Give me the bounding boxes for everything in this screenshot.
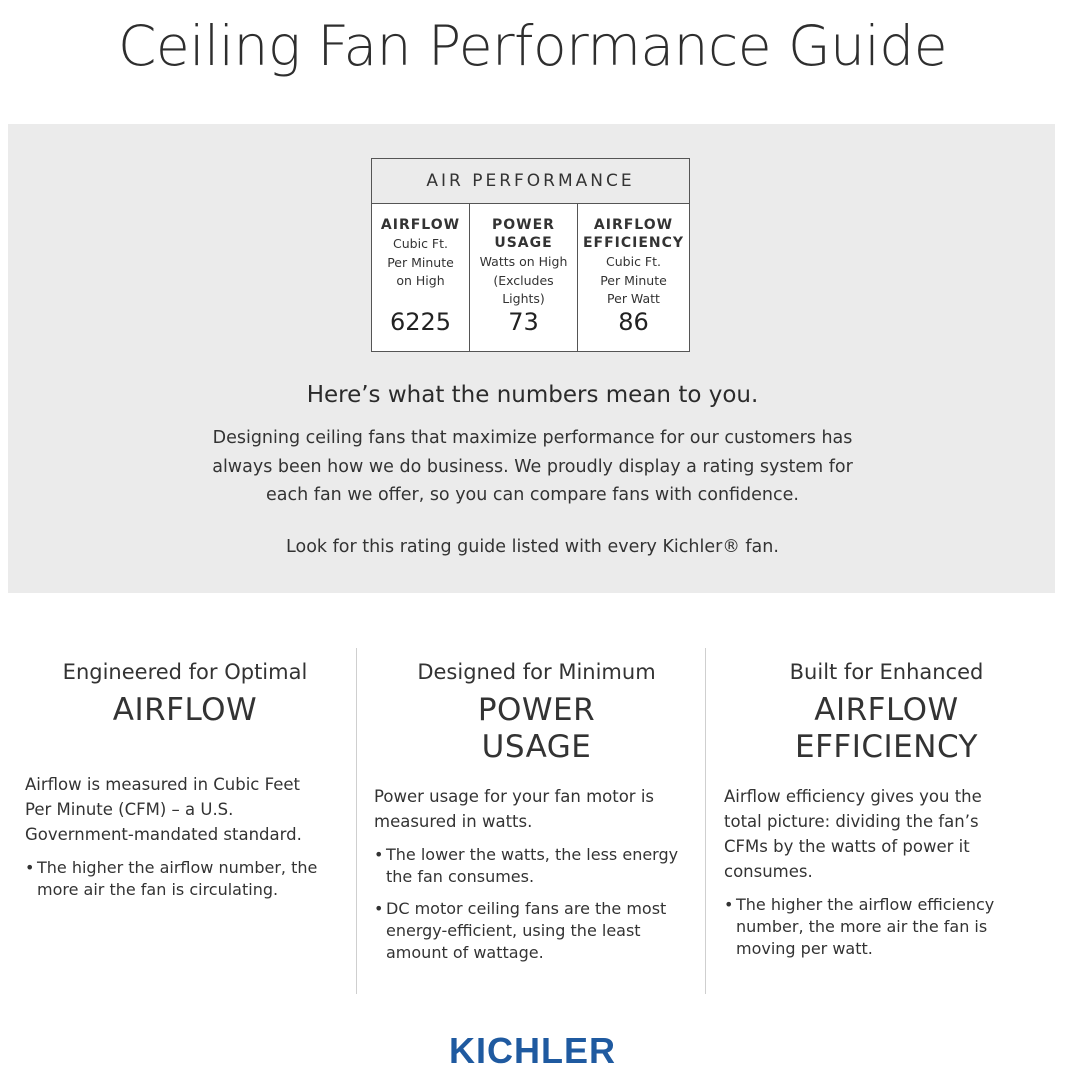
bullet-line: amount of wattage. <box>386 943 544 962</box>
column-unit: Cubic Ft. <box>606 254 661 269</box>
intro-line: always been how we do business. We proudly display a rating system for <box>212 456 853 477</box>
power-usage-section <box>374 660 699 964</box>
bullet-line: DC motor ceiling fans are the most <box>386 899 667 918</box>
numbers-heading: Here’s what the numbers mean to you. <box>306 382 759 408</box>
bullet-line: number, the more air the fan is <box>736 917 988 936</box>
bullet-line: The higher the airflow efficiency <box>736 895 995 914</box>
intro-paragraph <box>0 424 1065 510</box>
kichler-logo: KICHLER <box>449 1030 616 1071</box>
table-header: AIR PERFORMANCE <box>372 159 689 204</box>
section-kicker: Engineered for Optimal <box>62 660 308 684</box>
airflow-value: 6225 <box>389 308 452 336</box>
bullet-line: more air the fan is circulating. <box>37 880 279 899</box>
column-unit: Per Watt <box>607 291 660 306</box>
bullet-line: energy-efficient, using the least <box>386 921 641 940</box>
intro-line: Designing ceiling fans that maximize performance for our customers has <box>212 428 853 448</box>
air-performance-table <box>371 158 690 352</box>
efficiency-value: 86 <box>618 308 649 336</box>
body-line: total picture: dividing the fan’s <box>724 812 979 831</box>
column-unit: Watts on High <box>479 254 568 269</box>
column-unit: (Excludes <box>493 272 554 288</box>
bullet-line: the fan consumes. <box>386 867 535 886</box>
column-divider <box>705 648 706 994</box>
bullet-icon: • <box>374 845 384 864</box>
efficiency-column <box>577 204 689 352</box>
section-kicker: Designed for Minimum <box>417 660 656 684</box>
bullet-item <box>374 844 699 888</box>
body-line: Government-mandated standard. <box>25 825 302 844</box>
body-line: consumes. <box>724 862 813 881</box>
body-line: CFMs by the watts of power it <box>724 837 970 856</box>
page-title: Ceiling Fan Performance Guide <box>117 14 948 78</box>
look-for-note: Look for this rating guide listed with every Kichler® fan. <box>286 537 779 557</box>
bullet-icon: • <box>374 899 384 918</box>
bullet-line: moving per watt. <box>736 939 873 958</box>
column-unit: Per Minute <box>387 254 454 270</box>
column-unit: Lights) <box>502 291 545 306</box>
column-heading: USAGE <box>494 235 553 251</box>
intro-line: each fan we offer, so you can compare fans with confidence. <box>266 485 799 505</box>
body-line: Airflow efficiency gives you the <box>724 787 982 806</box>
bullet-line: The higher the airflow number, the <box>37 858 318 877</box>
bullet-item <box>25 857 345 901</box>
section-body <box>724 784 1049 884</box>
column-heading: AIRFLOW <box>380 217 461 233</box>
body-line: Per Minute (CFM) – a U.S. <box>25 800 234 819</box>
column-unit: Cubic Ft. <box>393 236 448 251</box>
section-title <box>25 692 345 729</box>
column-heading: POWER <box>492 217 555 233</box>
section-title <box>374 692 699 766</box>
section-title <box>724 692 1049 766</box>
airflow-column <box>372 204 469 352</box>
section-title-line: USAGE <box>481 729 592 765</box>
section-title-line: EFFICIENCY <box>795 729 978 765</box>
bullet-item <box>374 898 699 964</box>
column-heading: EFFICIENCY <box>582 235 685 251</box>
bullet-item <box>724 894 1049 960</box>
bullet-icon: • <box>724 895 734 914</box>
section-title-line: AIRFLOW <box>112 692 258 728</box>
column-unit: on High <box>396 273 445 288</box>
column-unit: Per Minute <box>600 272 667 288</box>
section-kicker: Built for Enhanced <box>789 660 984 684</box>
body-line: Airflow is measured in Cubic Feet <box>25 775 300 794</box>
body-line: Power usage for your fan motor is <box>374 787 655 806</box>
section-body <box>25 772 345 847</box>
bullet-icon: • <box>25 858 35 877</box>
section-title-line: POWER <box>477 692 596 728</box>
airflow-section <box>25 660 345 901</box>
section-body <box>374 784 699 834</box>
body-line: measured in watts. <box>374 812 533 831</box>
column-divider <box>356 648 357 994</box>
bullet-line: The lower the watts, the less energy <box>386 845 679 864</box>
column-heading: AIRFLOW <box>593 217 674 233</box>
efficiency-section <box>724 660 1049 960</box>
section-title-line: AIRFLOW <box>814 692 959 728</box>
power-usage-column <box>469 204 577 352</box>
power-usage-value: 73 <box>508 308 539 336</box>
